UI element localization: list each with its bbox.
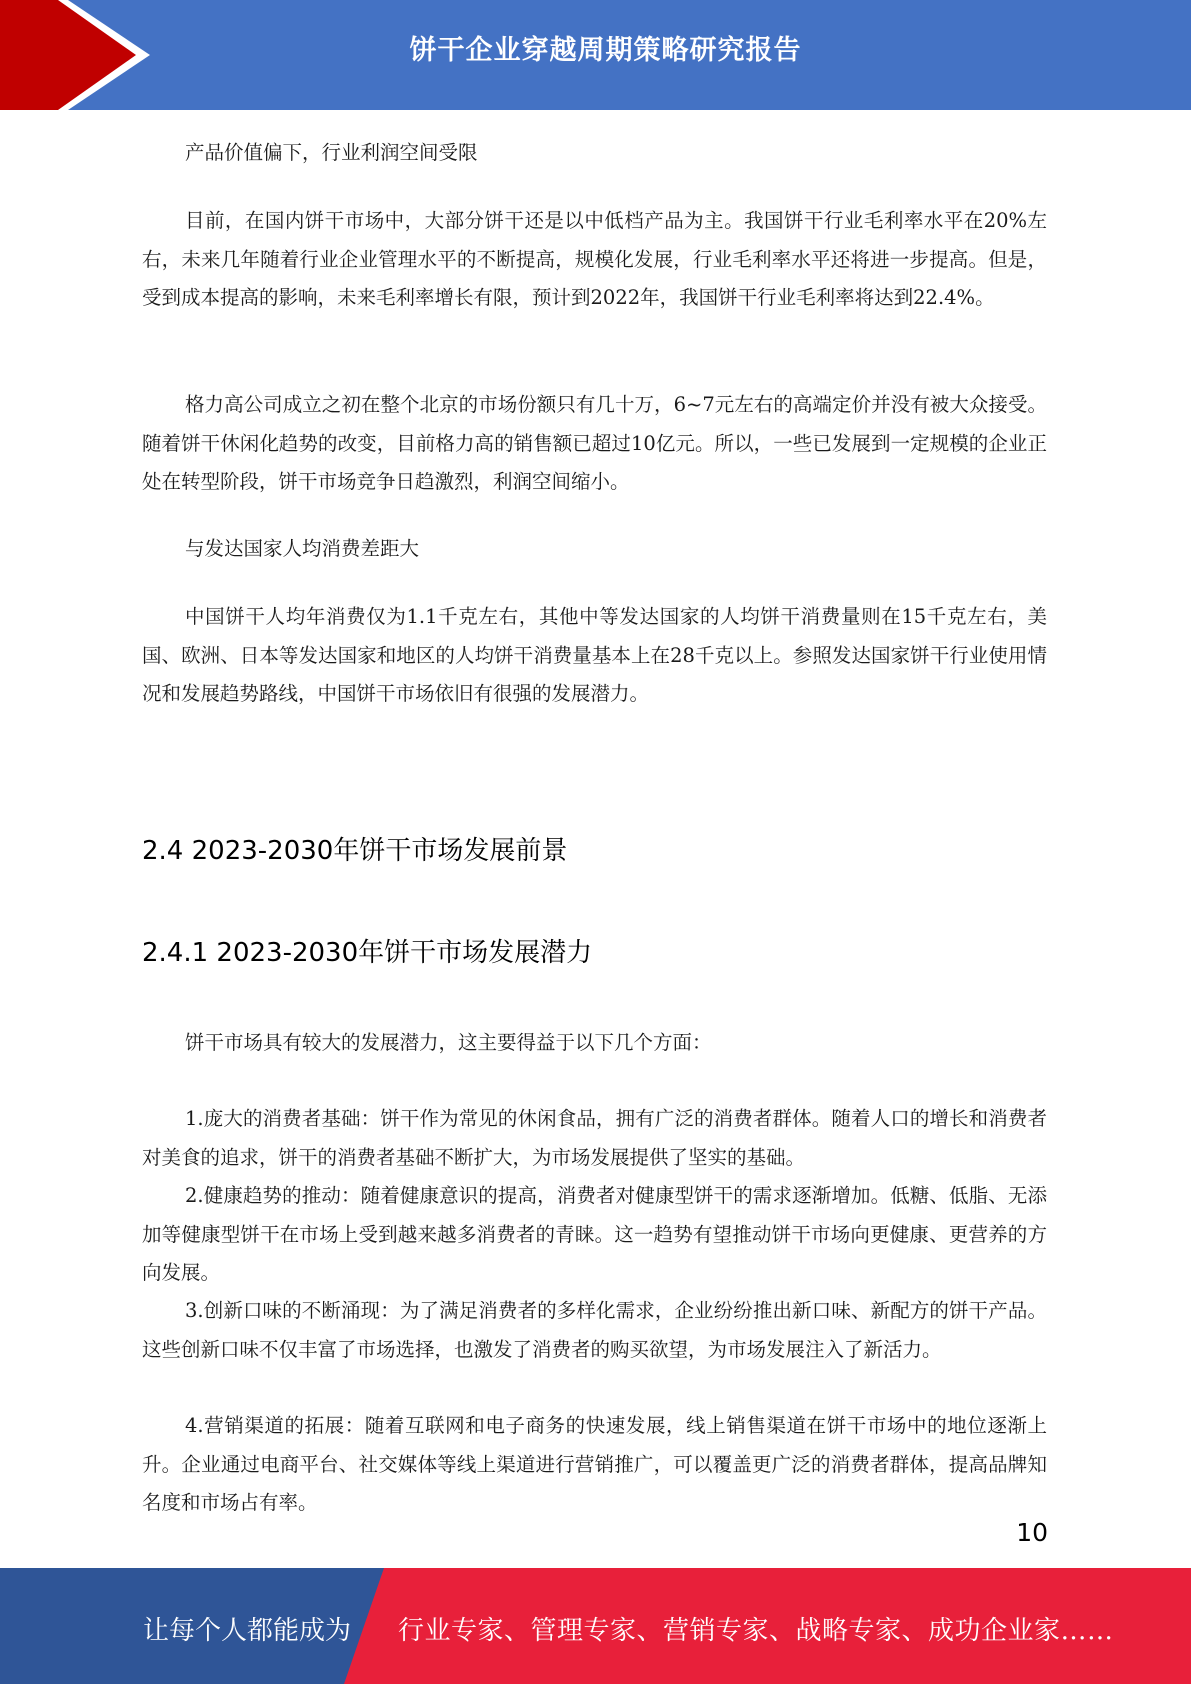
page-footer	[0, 1568, 1191, 1684]
list-item-channels: 4.营销渠道的拓展：随着互联网和电子商务的快速发展，线上销售渠道在饼干市场中的地位逐渐上升。企业通过电商平台、社交媒体等线上渠道进行营销推广，可以覆盖更广泛的消费者群体，提高品牌知名度和市场占有率。	[142, 1414, 1047, 1514]
page-header	[0, 0, 1191, 110]
subheading-consumption-gap: 与发达国家人均消费差距大	[185, 537, 420, 560]
paragraph-glico: 格力高公司成立之初在整个北京的市场份额只有几十万，6~7元左右的高端定价并没有被大众接受。随着饼干休闲化趋势的改变，目前格力高的销售额已超过10亿元。所以，一些已发展到一定规模的企业正处在转型阶段，饼干市场竞争日趋激烈，利润空间缩小。	[142, 393, 1047, 493]
list-item-new-flavors: 3.创新口味的不断涌现：为了满足消费者的多样化需求，企业纷纷推出新口味、新配方的饼干产品。这些创新口味不仅丰富了市场选择，也激发了消费者的购买欲望，为市场发展注入了新活力。	[142, 1299, 1047, 1361]
report-title: 饼干企业穿越周期策略研究报告	[409, 35, 802, 66]
page-number: 10	[1016, 1518, 1048, 1547]
list-item-health-trend: 2.健康趋势的推动：随着健康意识的提高，消费者对健康型饼干的需求逐渐增加。低糖、低脂、无添加等健康型饼干在市场上受到越来越多消费者的青睐。这一趋势有望推动饼干市场向更健康、更营养的方向发展。	[142, 1184, 1047, 1284]
section-heading-2-4-1: 2.4.1 2023-2030年饼干市场发展潜力	[142, 938, 593, 968]
footer-slogan-right: 行业专家、管理专家、营销专家、战略专家、成功企业家……	[398, 1616, 1114, 1646]
paragraph-intro: 饼干市场具有较大的发展潜力，这主要得益于以下几个方面：	[185, 1031, 712, 1054]
subheading-low-value: 产品价值偏下，行业利润空间受限	[185, 141, 478, 164]
paragraph-per-capita: 中国饼干人均年消费仅为1.1千克左右，其他中等发达国家的人均饼干消费量则在15千克左右，美国、欧洲、日本等发达国家和地区的人均饼干消费量基本上在28千克以上。参照发达国家饼干行业使用情况和发展趋势路线，中国饼干市场依旧有很强的发展潜力。	[142, 605, 1047, 705]
paragraph-margin: 目前，在国内饼干市场中，大部分饼干还是以中低档产品为主。我国饼干行业毛利率水平在20%左右，未来几年随着行业企业管理水平的不断提高，规模化发展，行业毛利率水平还将进一步提高。但是，受到成本提高的影响，未来毛利率增长有限，预计到2022年，我国饼干行业毛利率将达到22.4%。	[142, 209, 1047, 309]
section-heading-2-4: 2.4 2023-2030年饼干市场发展前景	[142, 836, 568, 866]
footer-slogan-left: 让每个人都能成为	[143, 1616, 352, 1646]
list-item-consumer-base: 1.庞大的消费者基础：饼干作为常见的休闲食品，拥有广泛的消费者群体。随着人口的增长和消费者对美食的追求，饼干的消费者基础不断扩大，为市场发展提供了坚实的基础。	[142, 1107, 1047, 1169]
